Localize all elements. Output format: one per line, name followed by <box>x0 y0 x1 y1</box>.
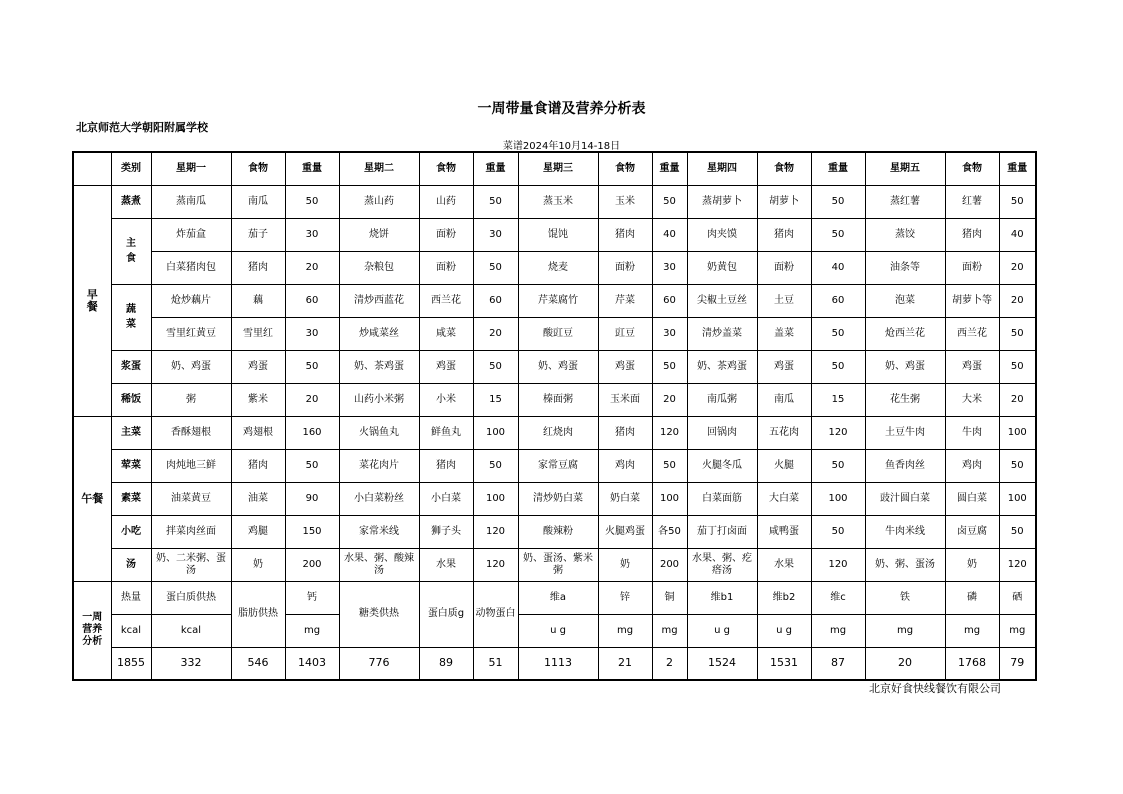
nutrition-label: 一周 营养 分析 <box>73 581 111 680</box>
menu-cell: 200 <box>652 548 687 581</box>
header-cell: 食物 <box>231 152 285 185</box>
menu-cell: 油菜 <box>231 482 285 515</box>
menu-cell: 20 <box>999 383 1036 416</box>
menu-cell: 火腿 <box>757 449 811 482</box>
menu-cell: 鱼香肉丝 <box>865 449 945 482</box>
menu-cell: 猪肉 <box>757 218 811 251</box>
menu-cell: 奶、蛋汤、紫米粥 <box>518 548 598 581</box>
menu-cell: 50 <box>652 350 687 383</box>
nutrient-name: 维b2 <box>757 581 811 614</box>
nutrient-name: 脂肪供热 <box>231 581 285 647</box>
nutrient-name: 维b1 <box>687 581 757 614</box>
menu-cell: 150 <box>285 515 339 548</box>
nutrient-unit: kcal <box>111 614 151 647</box>
nutrient-unit: mg <box>999 614 1036 647</box>
menu-cell: 白菜面筋 <box>687 482 757 515</box>
nutrition-value-row <box>73 647 1036 680</box>
menu-cell: 狮子头 <box>419 515 473 548</box>
menu-cell: 山药 <box>419 185 473 218</box>
menu-cell: 蒸饺 <box>865 218 945 251</box>
menu-cell: 30 <box>285 317 339 350</box>
menu-cell: 卤豆腐 <box>945 515 999 548</box>
menu-cell: 100 <box>652 482 687 515</box>
menu-cell: 炝炒藕片 <box>151 284 231 317</box>
header-cell: 星期五 <box>865 152 945 185</box>
menu-cell: 南瓜 <box>231 185 285 218</box>
menu-cell: 榛面粥 <box>518 383 598 416</box>
menu-cell: 蒸胡萝卜 <box>687 185 757 218</box>
table-row <box>73 416 1036 449</box>
menu-cell: 酸辣粉 <box>518 515 598 548</box>
nutrient-name: 铜 <box>652 581 687 614</box>
menu-cell: 120 <box>811 548 865 581</box>
menu-cell: 清炒奶白菜 <box>518 482 598 515</box>
menu-table <box>72 151 1037 681</box>
menu-cell: 奶、鸡蛋 <box>865 350 945 383</box>
nutrient-value: 1403 <box>285 647 339 680</box>
menu-cell: 肉炖地三鲜 <box>151 449 231 482</box>
menu-cell: 水果、粥、疙瘩汤 <box>687 548 757 581</box>
menu-cell: 茄丁打卤面 <box>687 515 757 548</box>
menu-cell: 炒咸菜丝 <box>339 317 419 350</box>
nutrient-unit: mg <box>652 614 687 647</box>
menu-cell: 南瓜 <box>757 383 811 416</box>
meal-label-lunch: 午餐 <box>73 416 111 581</box>
menu-cell: 120 <box>999 548 1036 581</box>
menu-cell: 60 <box>652 284 687 317</box>
nutrient-value: 332 <box>151 647 231 680</box>
menu-cell: 50 <box>999 185 1036 218</box>
menu-cell: 紫米 <box>231 383 285 416</box>
menu-cell: 小白菜粉丝 <box>339 482 419 515</box>
menu-cell: 50 <box>811 185 865 218</box>
menu-cell: 50 <box>473 449 518 482</box>
menu-cell: 清炒西蓝花 <box>339 284 419 317</box>
header-cell: 星期四 <box>687 152 757 185</box>
menu-cell: 五花肉 <box>757 416 811 449</box>
menu-cell: 蒸南瓜 <box>151 185 231 218</box>
menu-cell: 雪里红 <box>231 317 285 350</box>
menu-cell: 面粉 <box>598 251 652 284</box>
header-cell: 食物 <box>419 152 473 185</box>
nutrient-unit: u g <box>757 614 811 647</box>
menu-cell: 50 <box>999 317 1036 350</box>
menu-cell: 馄饨 <box>518 218 598 251</box>
header-cell: 星期二 <box>339 152 419 185</box>
menu-cell: 家常米线 <box>339 515 419 548</box>
nutrient-name: 维c <box>811 581 865 614</box>
menu-cell: 猪肉 <box>231 251 285 284</box>
nutrient-name: 热量 <box>111 581 151 614</box>
menu-cell: 山药小米粥 <box>339 383 419 416</box>
header-row <box>73 152 1036 185</box>
menu-cell: 茄子 <box>231 218 285 251</box>
nutrition-name-row <box>73 581 1036 614</box>
header-cell: 重量 <box>652 152 687 185</box>
category-cell: 汤 <box>111 548 151 581</box>
menu-cell: 100 <box>473 416 518 449</box>
nutrient-name: 维a <box>518 581 598 614</box>
menu-cell: 40 <box>811 251 865 284</box>
menu-cell: 奶、茶鸡蛋 <box>687 350 757 383</box>
header-cell: 类别 <box>111 152 151 185</box>
menu-cell: 鸡肉 <box>945 449 999 482</box>
menu-cell: 鸡蛋 <box>231 350 285 383</box>
menu-cell: 奶 <box>598 548 652 581</box>
category-cell: 蔬 菜 <box>111 284 151 350</box>
nutrient-name: 蛋白质g <box>419 581 473 647</box>
menu-date: 菜谱2024年10月14-18日 <box>502 141 621 152</box>
menu-cell: 15 <box>811 383 865 416</box>
menu-cell: 花生粥 <box>865 383 945 416</box>
menu-cell: 100 <box>999 416 1036 449</box>
menu-cell: 鸡蛋 <box>419 350 473 383</box>
menu-cell: 西兰花 <box>945 317 999 350</box>
nutrient-name: 磷 <box>945 581 999 614</box>
menu-cell: 20 <box>999 284 1036 317</box>
menu-cell: 各50 <box>652 515 687 548</box>
menu-cell: 60 <box>285 284 339 317</box>
menu-cell: 拌菜肉丝面 <box>151 515 231 548</box>
menu-cell: 20 <box>999 251 1036 284</box>
menu-cell: 50 <box>811 350 865 383</box>
menu-cell: 20 <box>652 383 687 416</box>
table-row <box>73 383 1036 416</box>
nutrient-unit: kcal <box>151 614 231 647</box>
menu-cell: 30 <box>473 218 518 251</box>
menu-cell: 50 <box>811 317 865 350</box>
menu-cell: 小米 <box>419 383 473 416</box>
table-row <box>73 548 1036 581</box>
table-row <box>73 350 1036 383</box>
category-cell: 主菜 <box>111 416 151 449</box>
nutrient-value: 20 <box>865 647 945 680</box>
menu-cell: 水果、粥、酸辣汤 <box>339 548 419 581</box>
category-cell: 荤菜 <box>111 449 151 482</box>
menu-cell: 大米 <box>945 383 999 416</box>
nutrient-value: 79 <box>999 647 1036 680</box>
menu-cell: 芹菜 <box>598 284 652 317</box>
menu-cell: 奶、茶鸡蛋 <box>339 350 419 383</box>
nutrient-unit: mg <box>945 614 999 647</box>
menu-cell: 奶、粥、蛋汤 <box>865 548 945 581</box>
nutrient-value: 21 <box>598 647 652 680</box>
menu-cell: 胡萝卜 <box>757 185 811 218</box>
menu-cell: 水果 <box>757 548 811 581</box>
menu-cell: 咸鸭蛋 <box>757 515 811 548</box>
menu-cell: 200 <box>285 548 339 581</box>
header-corner <box>73 152 111 185</box>
menu-cell: 炝西兰花 <box>865 317 945 350</box>
menu-cell: 盖菜 <box>757 317 811 350</box>
menu-cell: 奶 <box>231 548 285 581</box>
menu-cell: 160 <box>285 416 339 449</box>
nutrient-value: 87 <box>811 647 865 680</box>
nutrient-name: 糖类供热 <box>339 581 419 647</box>
menu-cell: 小白菜 <box>419 482 473 515</box>
menu-cell: 火腿鸡蛋 <box>598 515 652 548</box>
menu-cell: 蒸山药 <box>339 185 419 218</box>
menu-cell: 清炒盖菜 <box>687 317 757 350</box>
menu-cell: 酸豇豆 <box>518 317 598 350</box>
header-cell: 重量 <box>811 152 865 185</box>
nutrient-name: 钙 <box>285 581 339 614</box>
header-cell: 星期三 <box>518 152 598 185</box>
menu-cell: 60 <box>811 284 865 317</box>
menu-cell: 油条等 <box>865 251 945 284</box>
menu-cell: 100 <box>999 482 1036 515</box>
menu-cell: 50 <box>285 185 339 218</box>
menu-cell: 圆白菜 <box>945 482 999 515</box>
menu-cell: 土豆 <box>757 284 811 317</box>
category-cell: 稀饭 <box>111 383 151 416</box>
nutrient-value: 51 <box>473 647 518 680</box>
menu-cell: 面粉 <box>419 218 473 251</box>
menu-cell: 50 <box>285 350 339 383</box>
nutrient-value: 2 <box>652 647 687 680</box>
menu-cell: 面粉 <box>945 251 999 284</box>
menu-cell: 牛肉米线 <box>865 515 945 548</box>
nutrient-value: 1855 <box>111 647 151 680</box>
menu-cell: 30 <box>652 251 687 284</box>
menu-cell: 香酥翅根 <box>151 416 231 449</box>
table-row <box>73 284 1036 317</box>
nutrient-value: 546 <box>231 647 285 680</box>
nutrient-name: 蛋白质供热 <box>151 581 231 614</box>
menu-cell: 鸡蛋 <box>945 350 999 383</box>
menu-table-body <box>73 152 1036 680</box>
menu-cell: 油菜黄豆 <box>151 482 231 515</box>
school-name: 北京师范大学朝阳附属学校 <box>76 121 208 134</box>
menu-cell: 胡萝卜等 <box>945 284 999 317</box>
menu-cell: 芹菜腐竹 <box>518 284 598 317</box>
nutrient-value: 1531 <box>757 647 811 680</box>
menu-cell: 奶白菜 <box>598 482 652 515</box>
menu-cell: 红薯 <box>945 185 999 218</box>
menu-cell: 50 <box>473 185 518 218</box>
menu-cell: 红烧肉 <box>518 416 598 449</box>
header-cell: 星期一 <box>151 152 231 185</box>
menu-cell: 土豆牛肉 <box>865 416 945 449</box>
nutrient-name: 铁 <box>865 581 945 614</box>
category-cell: 小吃 <box>111 515 151 548</box>
nutrient-unit: mg <box>598 614 652 647</box>
menu-cell: 50 <box>473 350 518 383</box>
nutrient-value: 776 <box>339 647 419 680</box>
menu-cell: 泡菜 <box>865 284 945 317</box>
menu-cell: 30 <box>285 218 339 251</box>
nutrient-unit: mg <box>285 614 339 647</box>
menu-cell: 猪肉 <box>945 218 999 251</box>
menu-cell: 家常豆腐 <box>518 449 598 482</box>
nutrient-value: 89 <box>419 647 473 680</box>
menu-cell: 鸡肉 <box>598 449 652 482</box>
menu-cell: 50 <box>811 218 865 251</box>
menu-cell: 牛肉 <box>945 416 999 449</box>
menu-cell: 90 <box>285 482 339 515</box>
header-cell: 重量 <box>473 152 518 185</box>
menu-cell: 鸡翅根 <box>231 416 285 449</box>
menu-cell: 烧麦 <box>518 251 598 284</box>
menu-cell: 50 <box>473 251 518 284</box>
menu-cell: 15 <box>473 383 518 416</box>
menu-cell: 火腿冬瓜 <box>687 449 757 482</box>
menu-cell: 奶 <box>945 548 999 581</box>
menu-cell: 面粉 <box>419 251 473 284</box>
menu-cell: 50 <box>811 449 865 482</box>
table-row <box>73 449 1036 482</box>
menu-cell: 猪肉 <box>419 449 473 482</box>
category-cell: 主 食 <box>111 218 151 284</box>
menu-cell: 藕 <box>231 284 285 317</box>
menu-cell: 猪肉 <box>598 416 652 449</box>
menu-cell: 50 <box>999 350 1036 383</box>
menu-cell: 奶、鸡蛋 <box>518 350 598 383</box>
menu-cell: 40 <box>999 218 1036 251</box>
category-cell: 浆蛋 <box>111 350 151 383</box>
table-row <box>73 515 1036 548</box>
company-name: 北京好食快线餐饮有限公司 <box>869 682 1001 695</box>
nutrient-name: 锌 <box>598 581 652 614</box>
table-row <box>73 482 1036 515</box>
menu-cell: 100 <box>473 482 518 515</box>
menu-cell: 水果 <box>419 548 473 581</box>
nutrient-unit: u g <box>518 614 598 647</box>
menu-cell: 50 <box>285 449 339 482</box>
menu-cell: 60 <box>473 284 518 317</box>
nutrient-name: 动物蛋白 <box>473 581 518 647</box>
header-cell: 重量 <box>285 152 339 185</box>
menu-cell: 鸡腿 <box>231 515 285 548</box>
menu-cell: 鸡蛋 <box>598 350 652 383</box>
nutrient-name: 硒 <box>999 581 1036 614</box>
menu-cell: 100 <box>811 482 865 515</box>
menu-cell: 50 <box>999 515 1036 548</box>
menu-cell: 烧饼 <box>339 218 419 251</box>
menu-cell: 杂粮包 <box>339 251 419 284</box>
menu-cell: 大白菜 <box>757 482 811 515</box>
menu-cell: 猪肉 <box>231 449 285 482</box>
menu-cell: 肉夹馍 <box>687 218 757 251</box>
table-row <box>73 317 1036 350</box>
menu-cell: 20 <box>285 251 339 284</box>
nutrient-value: 1113 <box>518 647 598 680</box>
nutrient-unit: mg <box>811 614 865 647</box>
menu-cell: 雪里红黄豆 <box>151 317 231 350</box>
menu-cell: 南瓜粥 <box>687 383 757 416</box>
menu-cell: 50 <box>652 449 687 482</box>
menu-cell: 50 <box>811 515 865 548</box>
header-cell: 重量 <box>999 152 1036 185</box>
menu-cell: 120 <box>473 515 518 548</box>
menu-cell: 鸡蛋 <box>757 350 811 383</box>
category-cell: 素菜 <box>111 482 151 515</box>
menu-cell: 豇豆 <box>598 317 652 350</box>
meal-label-breakfast: 早 餐 <box>73 185 111 416</box>
menu-cell: 40 <box>652 218 687 251</box>
menu-cell: 玉米面 <box>598 383 652 416</box>
header-cell: 食物 <box>598 152 652 185</box>
table-row <box>73 185 1036 218</box>
menu-cell: 20 <box>285 383 339 416</box>
menu-cell: 50 <box>652 185 687 218</box>
menu-cell: 奶、鸡蛋 <box>151 350 231 383</box>
category-cell: 蒸煮 <box>111 185 151 218</box>
menu-cell: 猪肉 <box>598 218 652 251</box>
header-cell: 食物 <box>757 152 811 185</box>
menu-cell: 西兰花 <box>419 284 473 317</box>
header-cell: 食物 <box>945 152 999 185</box>
menu-cell: 120 <box>473 548 518 581</box>
menu-cell: 粥 <box>151 383 231 416</box>
menu-cell: 蒸红薯 <box>865 185 945 218</box>
menu-cell: 咸菜 <box>419 317 473 350</box>
table-row <box>73 218 1036 251</box>
nutrient-unit: mg <box>865 614 945 647</box>
nutrient-unit: u g <box>687 614 757 647</box>
menu-cell: 玉米 <box>598 185 652 218</box>
menu-cell: 面粉 <box>757 251 811 284</box>
menu-cell: 菜花肉片 <box>339 449 419 482</box>
menu-cell: 白菜猪肉包 <box>151 251 231 284</box>
menu-cell: 鲜鱼丸 <box>419 416 473 449</box>
menu-cell: 火锅鱼丸 <box>339 416 419 449</box>
menu-cell: 回锅肉 <box>687 416 757 449</box>
menu-cell: 20 <box>473 317 518 350</box>
page-title: 一周带量食谱及营养分析表 <box>477 101 646 117</box>
nutrient-value: 1768 <box>945 647 999 680</box>
menu-cell: 蒸玉米 <box>518 185 598 218</box>
menu-cell: 120 <box>652 416 687 449</box>
table-row <box>73 251 1036 284</box>
menu-cell: 30 <box>652 317 687 350</box>
menu-cell: 奶、二米粥、蛋汤 <box>151 548 231 581</box>
nutrition-unit-row <box>73 614 1036 647</box>
menu-cell: 奶黄包 <box>687 251 757 284</box>
nutrient-value: 1524 <box>687 647 757 680</box>
menu-cell: 120 <box>811 416 865 449</box>
menu-cell: 50 <box>999 449 1036 482</box>
menu-cell: 尖椒土豆丝 <box>687 284 757 317</box>
menu-cell: 炸茄盒 <box>151 218 231 251</box>
menu-cell: 豉汁圆白菜 <box>865 482 945 515</box>
